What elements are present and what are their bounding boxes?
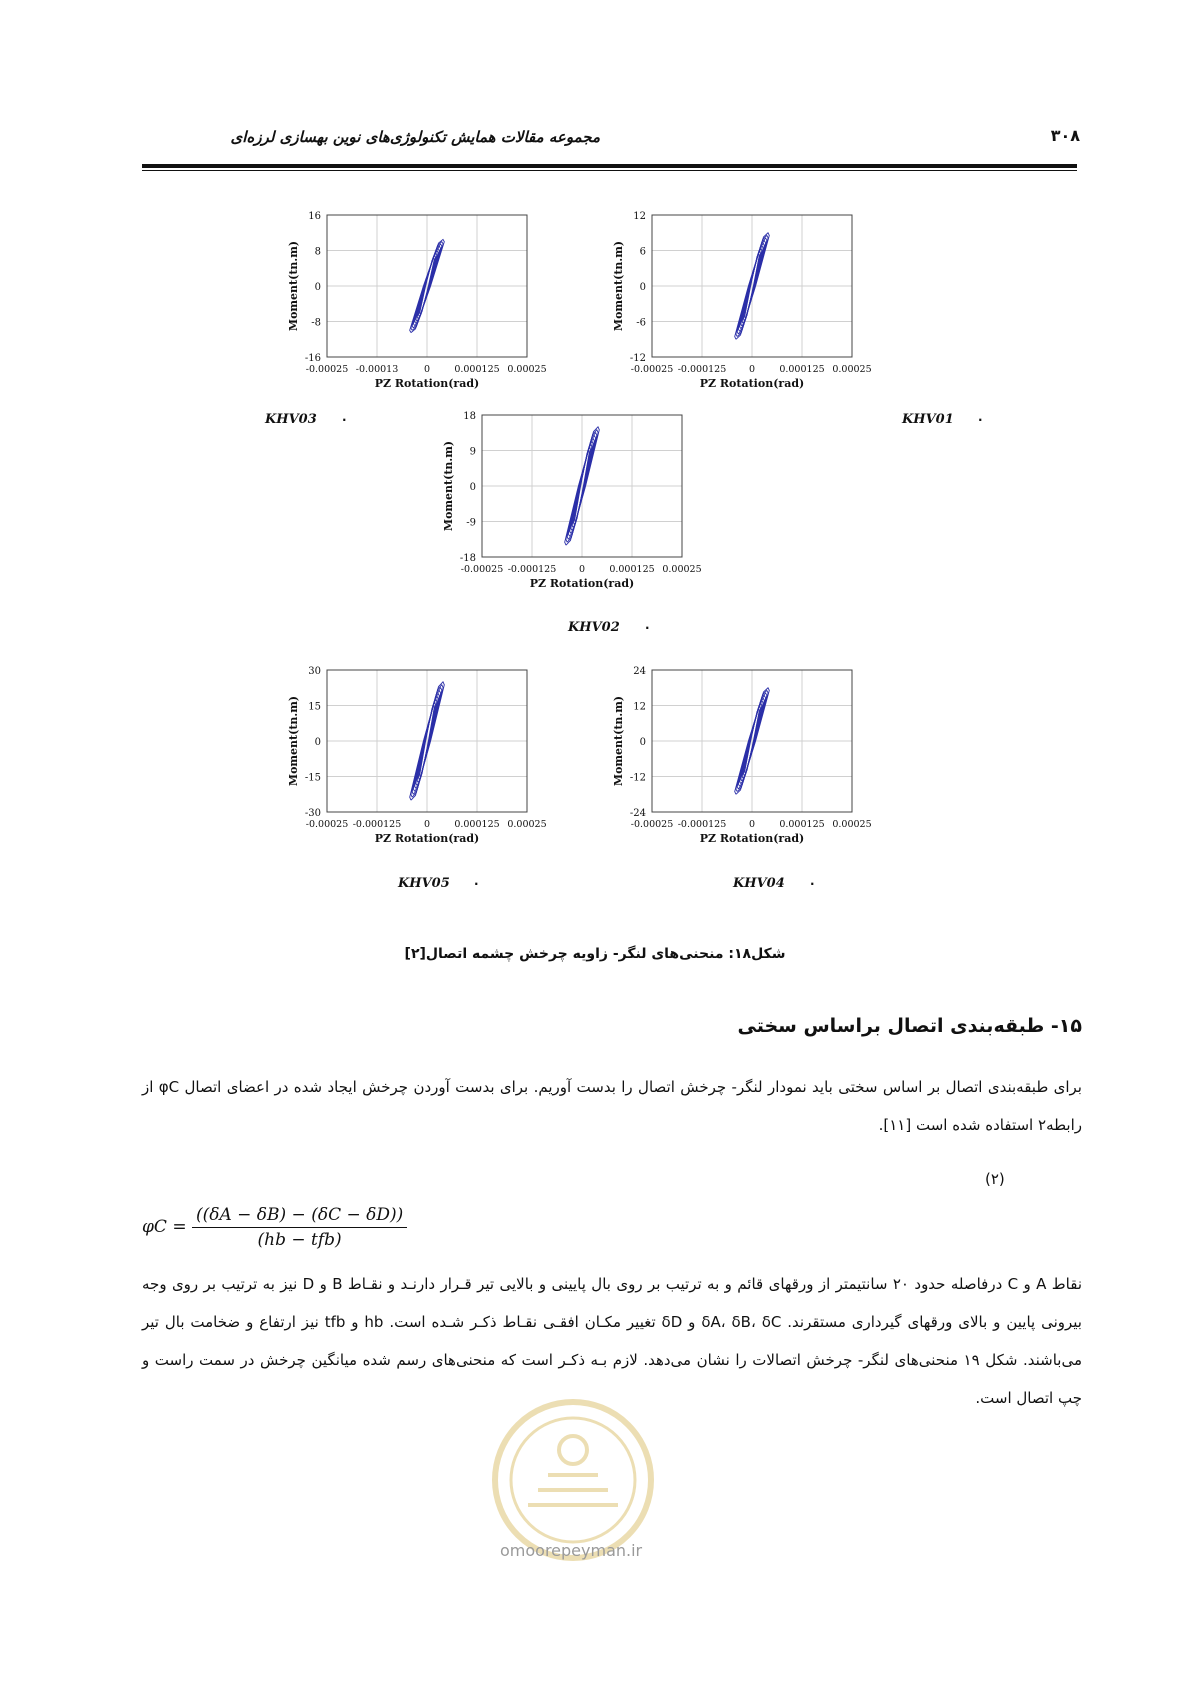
x-tick-label: -0.00025 <box>630 364 674 375</box>
plot-khv03 <box>285 210 585 420</box>
paragraph-2: نقاط A و C درفاصله حدود ۲۰ سانتیمتر از ورقهای قائم و به ترتیب بر روی بال پایینی و بالایی تیر قـرار دارنـد و نقـاط B و D نیز به ترتیب بر روی وجه بیرونی پایین و بالای ورقهای گیرداری مستقرند. δA، δB، δC و δD تغییر مکـان افقـی نقـاط ذکـر شـده است. hb و tfb نیز ارتفاع و ضخامت بال تیر می‌باشند. شکل ۱۹ منحنی‌های لنگر- چرخش اتصالات را نشان می‌دهد. لازم بـه ذکـر است که منحنی‌های رسم شده میانگین چرخش در سمت راست و چپ اتصال است. <box>142 1275 1083 1407</box>
y-tick-label: 30 <box>308 666 321 677</box>
y-tick-label: 16 <box>308 211 321 222</box>
y-axis-title: Moment(tn.m) <box>287 240 300 332</box>
plot-svg <box>610 665 910 875</box>
paragraph-1: برای طبقه‌بندی اتصال بر اساس سختی باید نمودار لنگر- چرخش اتصال را بدست آوریم. برای بدست آوردن چرخش ایجاد شده در اعضای اتصال φC از رابطه۲ استفاده شده است [۱۱]. <box>142 1078 1082 1134</box>
x-tick-label: 0 <box>578 564 586 575</box>
x-tick-label: 0 <box>423 364 431 375</box>
page-number: ۳۰۸ <box>1050 126 1080 145</box>
x-tick-label: -0.00025 <box>460 564 504 575</box>
y-axis-title: Moment(tn.m) <box>612 695 625 787</box>
y-tick-label: 6 <box>639 246 646 258</box>
x-tick-label: 0 <box>423 819 431 830</box>
plot-svg <box>440 410 740 620</box>
y-tick-label: 0 <box>639 737 646 748</box>
panel-dot: . <box>645 618 650 632</box>
y-tick-label: 12 <box>633 701 646 713</box>
y-tick-label: -24 <box>629 808 646 819</box>
x-tick-label: 0.00025 <box>507 819 547 830</box>
formula-numerator: ((δA − δB) − (δC − δD)) <box>192 1205 407 1228</box>
plot-svg <box>610 210 910 420</box>
x-tick-label: 0.00025 <box>832 364 872 375</box>
x-tick-label: 0.00025 <box>662 564 702 575</box>
x-tick-label: -0.000125 <box>507 564 557 575</box>
y-tick-label: 0 <box>314 282 321 293</box>
x-axis-title: PZ Rotation(rad) <box>374 832 480 845</box>
y-tick-label: 8 <box>314 246 321 258</box>
x-tick-label: -0.00025 <box>305 819 349 830</box>
x-tick-label: 0 <box>748 364 756 375</box>
header-rule-thick <box>142 164 1077 168</box>
x-tick-label: 0.00025 <box>832 819 872 830</box>
y-tick-label: -15 <box>304 772 321 784</box>
y-tick-label: -18 <box>459 553 476 564</box>
y-tick-label: 18 <box>463 411 476 422</box>
x-tick-label: 0.000125 <box>454 819 500 830</box>
y-tick-label: -12 <box>629 353 646 364</box>
panel-label-khv03: KHV03 <box>265 412 317 427</box>
y-tick-label: -8 <box>311 317 321 329</box>
y-tick-label: -16 <box>304 353 321 364</box>
y-tick-label: 12 <box>633 211 646 222</box>
section-heading: ۱۵- طبقه‌بندی اتصال براساس سختی <box>737 1015 1082 1037</box>
figure-caption: شکل۱۸: منحنی‌های لنگر- زاویه چرخش چشمه اتصال[۲] <box>404 946 786 962</box>
panel-dot: . <box>474 874 479 888</box>
panel-dot: . <box>978 410 983 424</box>
y-axis-title: Moment(tn.m) <box>612 240 625 332</box>
plot-khv01 <box>610 210 910 420</box>
x-axis-title: PZ Rotation(rad) <box>529 577 635 590</box>
x-tick-label: 0 <box>748 819 756 830</box>
formula-denominator: (hb − tfb) <box>257 1230 342 1250</box>
y-tick-label: 0 <box>639 282 646 293</box>
formula-lhs: φC = <box>142 1217 187 1237</box>
plot-khv04 <box>610 665 910 875</box>
plot-svg <box>285 665 585 875</box>
panel-label-khv05: KHV05 <box>398 876 450 891</box>
watermark-logo-icon <box>488 1395 658 1565</box>
x-tick-label: 0.000125 <box>609 564 655 575</box>
y-tick-label: -6 <box>636 317 646 329</box>
y-tick-label: -9 <box>466 517 476 529</box>
y-axis-title: Moment(tn.m) <box>287 695 300 787</box>
plot-svg <box>285 210 585 420</box>
y-tick-label: 0 <box>314 737 321 748</box>
x-tick-label: 0.000125 <box>779 364 825 375</box>
y-tick-label: -12 <box>629 772 646 784</box>
equation-number: (۲) <box>985 1170 1005 1188</box>
x-tick-label: -0.000125 <box>352 819 402 830</box>
x-tick-label: -0.00013 <box>355 364 399 375</box>
x-axis-title: PZ Rotation(rad) <box>374 377 480 390</box>
x-tick-label: -0.000125 <box>677 819 727 830</box>
x-tick-label: 0.00025 <box>507 364 547 375</box>
watermark-text: omoorepeyman.ir <box>500 1541 643 1560</box>
header-title: مجموعه مقالات همایش تکنولوژی‌های نوین بهسازی لرزه‌ای <box>230 128 600 146</box>
panel-dot: . <box>342 410 347 424</box>
y-tick-label: 24 <box>633 666 646 677</box>
panel-label-khv01: KHV01 <box>902 412 954 427</box>
y-tick-label: 15 <box>308 701 321 713</box>
plot-khv02 <box>440 410 740 620</box>
formula-fraction <box>192 1205 407 1250</box>
x-tick-label: -0.000125 <box>677 364 727 375</box>
y-axis-title: Moment(tn.m) <box>442 440 455 532</box>
panel-dot: . <box>810 874 815 888</box>
panel-label-khv02: KHV02 <box>568 620 620 635</box>
x-tick-label: -0.00025 <box>305 364 349 375</box>
x-axis-title: PZ Rotation(rad) <box>699 377 805 390</box>
x-tick-label: 0.000125 <box>454 364 500 375</box>
x-tick-label: 0.000125 <box>779 819 825 830</box>
y-tick-label: 9 <box>469 446 476 458</box>
x-tick-label: -0.00025 <box>630 819 674 830</box>
plot-khv05 <box>285 665 585 875</box>
y-tick-label: 0 <box>469 482 476 493</box>
panel-label-khv04: KHV04 <box>733 876 785 891</box>
formula <box>142 1205 407 1250</box>
header-rule-thin <box>142 170 1077 171</box>
x-axis-title: PZ Rotation(rad) <box>699 832 805 845</box>
y-tick-label: -30 <box>304 808 321 819</box>
